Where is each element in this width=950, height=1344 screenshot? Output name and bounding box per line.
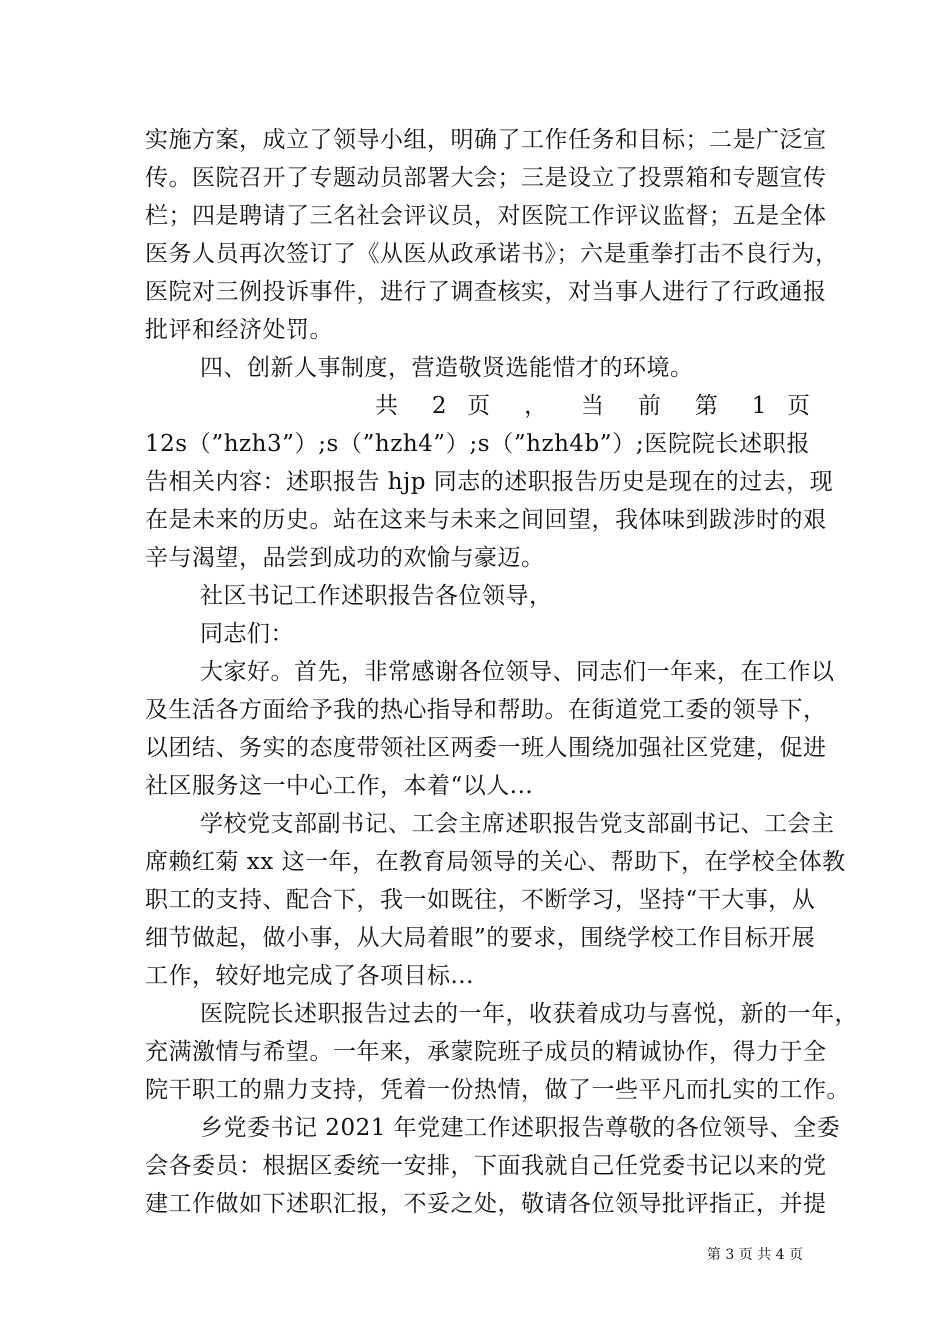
body-text-line: 细节做起，做小事，从大局着眼”的要求，围绕学校工作目标开展 (145, 925, 816, 951)
body-text-line: 医院院长述职报告过去的一年，收获着成功与喜悦，新的一年， (200, 1001, 858, 1027)
body-text-line: 及生活各方面给予我的热心指导和帮助。在街道党工委的领导下， (145, 697, 827, 723)
body-text-line: 院干职工的鼎力支持，凭着一份热情，做了一些平凡而扎实的工作。 (145, 1077, 850, 1103)
page-count-text: 共 2 页 ， 当 前 第 1 页 (375, 393, 810, 419)
body-text-line: 以团结、务实的态度带领社区两委一班人围绕加强社区党建，促进 (145, 735, 827, 761)
section-heading: 四、创新人事制度，营造敬贤选能惜才的环境。 (200, 355, 694, 381)
body-text-line: 实施方案，成立了领导小组，明确了工作任务和目标；二是广泛宣 (145, 127, 827, 153)
body-text-line: 社区服务这一中心工作，本着“以人... (145, 773, 534, 799)
body-text-line: 工作，较好地完成了各项目标... (145, 963, 474, 989)
body-text-line: 建工作做如下述职汇报，不妥之处，敬请各位领导批评指正，并提 (145, 1191, 827, 1217)
page-footer: 第 3 页 共 4 页 (706, 1247, 803, 1263)
body-text-line: 席赖红菊 xx 这一年，在教育局领导的关心、帮助下，在学校全体教 (145, 849, 846, 875)
body-text-line: 职工的支持、配合下，我一如既往，不断学习，坚持“干大事，从 (145, 887, 816, 913)
body-text-line: 大家好。首先，非常感谢各位领导、同志们一年来，在工作以 (200, 659, 835, 685)
body-text-line: 乡党委书记 2021 年党建工作述职报告尊敬的各位领导、全委 (200, 1115, 841, 1141)
body-text-line: 会各委员：根据区委统一安排，下面我就自己任党委书记以来的党 (145, 1153, 827, 1179)
body-text-line: 传。医院召开了专题动员部署大会；三是设立了投票箱和专题宣传 (145, 165, 827, 191)
body-text-line: 医院对三例投诉事件，进行了调查核实，对当事人进行了行政通报 (145, 279, 827, 305)
body-text-line: 栏；四是聘请了三名社会评议员，对医院工作评议监督；五是全体 (145, 203, 827, 229)
body-text-line: 医务人员再次签订了《从医从政承诺书》；六是重拳打击不良行为， (145, 241, 839, 267)
body-text-line: 社区书记工作述职报告各位领导， (200, 583, 553, 609)
body-text-line: 在是未来的历史。站在这来与未来之间回望，我体味到跋涉时的艰 (145, 507, 827, 533)
body-text-line: 批评和经济处罚。 (145, 317, 333, 343)
body-text-line: 学校党支部副书记、工会主席述职报告党支部副书记、工会主 (200, 811, 835, 837)
body-text-line: 告相关内容：述职报告 hjp 同志的述职报告历史是现在的过去，现 (145, 469, 834, 495)
body-text-line: 12s（”hzh3”）;s（”hzh4”）;s（”hzh4b”）;医院院长述职报 (145, 431, 810, 457)
body-text-line: 辛与渴望，品尝到成功的欢愉与豪迈。 (145, 545, 545, 571)
body-text-line: 同志们： (200, 621, 294, 647)
body-text-line: 充满激情与希望。一年来，承蒙院班子成员的精诚协作，得力于全 (145, 1039, 827, 1065)
